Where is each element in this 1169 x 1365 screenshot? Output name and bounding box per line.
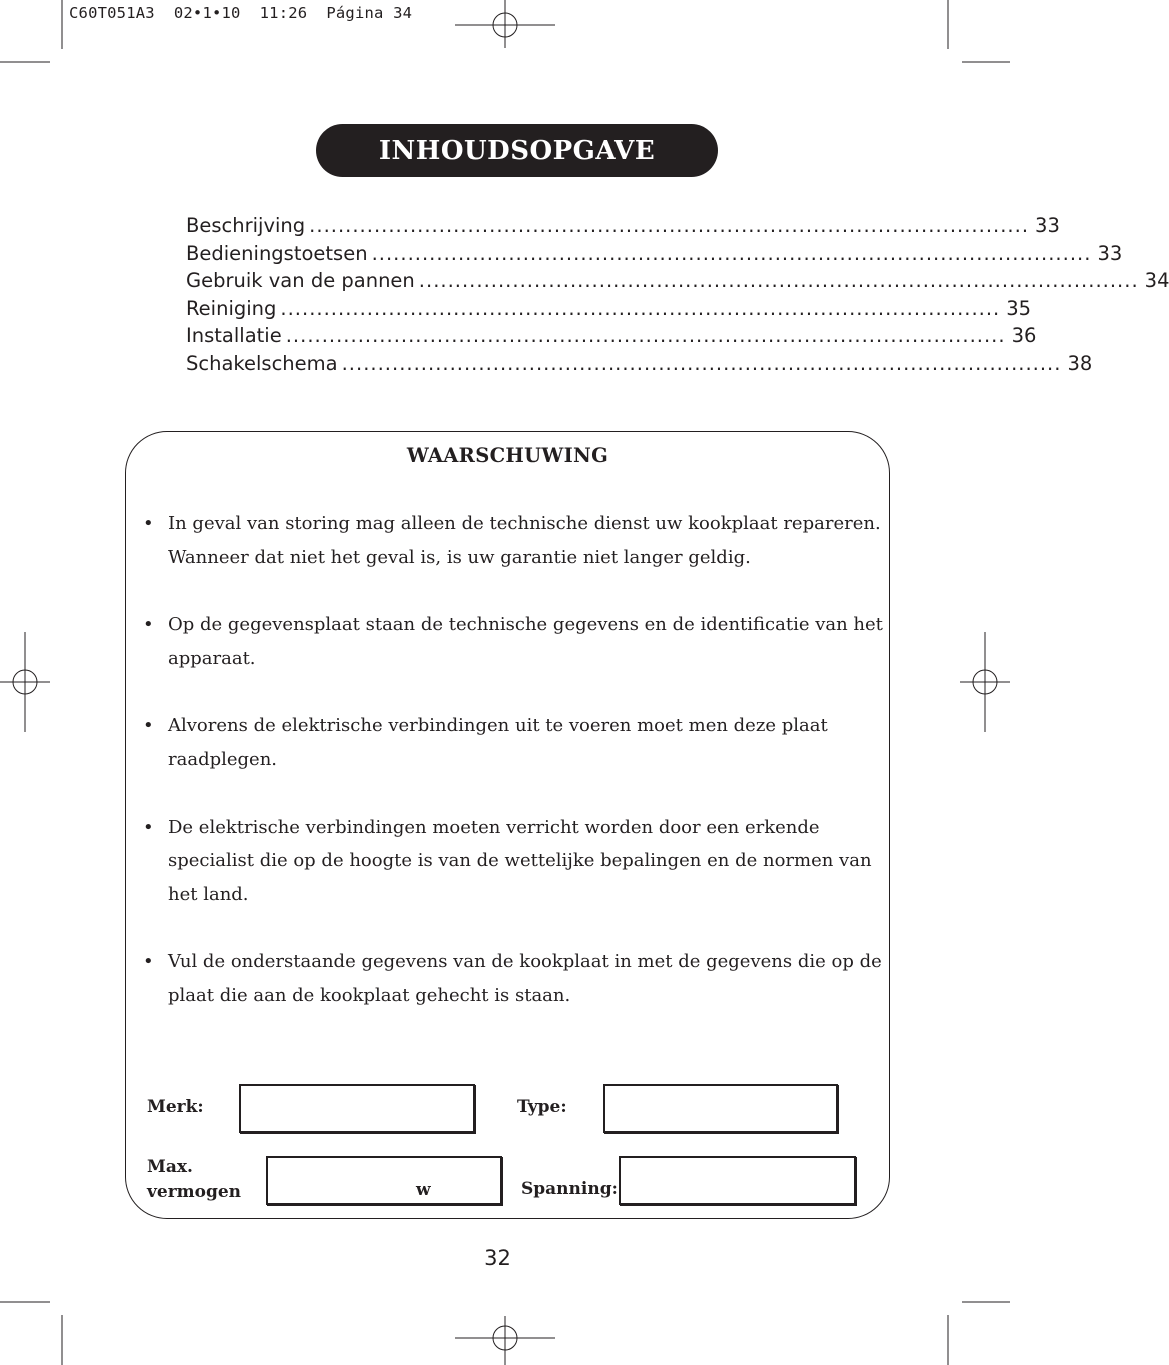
type-field[interactable] [603,1084,838,1133]
max-vermogen-label [147,1155,241,1205]
bullet-icon: • [143,951,154,973]
toc-entry[interactable] [186,351,1093,380]
watt-unit: w [416,1180,431,1200]
warning-title: WAARSCHUWING [406,444,609,467]
warning-text: Op de gegevensplaat staan de technische gegevens en de identificatie van het apparaat. [168,614,883,669]
toc-entry[interactable] [186,296,1032,325]
bullet-icon: • [143,715,154,737]
toc-entry-page: 33 [1097,241,1123,265]
warning-item [143,608,888,675]
toc-entry-page: 35 [1006,296,1032,320]
spanning-field[interactable] [619,1156,856,1205]
page-title-text: INHOUDSOPGAVE [378,135,656,166]
table-of-contents [186,214,1169,379]
warning-item [143,507,888,574]
toc-entry-label: Reiniging [186,296,277,320]
vermogen-label-line: vermogen [147,1182,242,1202]
toc-entry-page: 34 [1144,269,1169,292]
warning-text: Alvorens de elektrische verbindingen uit te voeren moet men deze plaat raadplegen. [168,715,828,770]
toc-entry[interactable] [186,241,1123,270]
toc-dot-leader: .................................................................................................... [280,296,1001,320]
toc-entry-label: Installatie [186,324,282,347]
max-label-line: Max. [147,1157,193,1177]
toc-entry[interactable] [186,214,1060,242]
warning-list [143,507,888,1047]
warning-item [143,811,888,912]
toc-dot-leader: .................................................................................................... [341,351,1062,375]
toc-dot-leader: .................................................................................................... [285,324,1006,347]
toc-entry-page: 38 [1067,351,1093,375]
toc-entry[interactable] [186,269,1169,297]
warning-text: De elektrische verbindingen moeten verricht worden door een erkende specialist die op de hoogte is van de wettelijke bepalingen en de normen van het land. [168,816,872,905]
toc-entry-page: 33 [1035,214,1060,237]
bullet-icon: • [143,513,154,534]
max-vermogen-field[interactable] [266,1156,502,1205]
spanning-label: Spanning: [521,1179,618,1199]
merk-field[interactable] [239,1084,475,1133]
bullet-icon: • [143,614,154,636]
warning-item [143,945,888,1012]
page-title [316,124,718,177]
type-label: Type: [517,1097,567,1117]
warning-text: Vul de onderstaande gegevens van de kookplaat in met de gegevens die op de plaat die aan de kookplaat gehecht is staan. [168,951,882,1006]
warning-text: In geval van storing mag alleen de technische dienst uw kookplaat repareren. [168,513,881,534]
toc-dot-leader: .................................................................................................... [309,214,1030,237]
print-slug: C60T051A3 02•1•10 11:26 Página 34 [69,4,413,22]
toc-entry-label: Beschrijving [186,214,306,237]
page-number: 32 [484,1246,511,1270]
toc-dot-leader: .................................................................................................... [371,241,1092,265]
toc-entry-label: Bedieningstoetsen [186,241,368,265]
merk-label: Merk: [147,1097,204,1117]
toc-entry[interactable] [186,324,1037,352]
toc-dot-leader: .................................................................................................... [418,269,1139,292]
warning-item [143,709,888,776]
bullet-icon: • [143,816,154,838]
toc-entry-label: Schakelschema [186,351,338,375]
warning-text: Wanneer dat niet het geval is, is uw garantie niet langer geldig. [168,546,751,568]
toc-entry-label: Gebruik van de pannen [186,269,415,292]
toc-entry-page: 36 [1011,324,1037,347]
